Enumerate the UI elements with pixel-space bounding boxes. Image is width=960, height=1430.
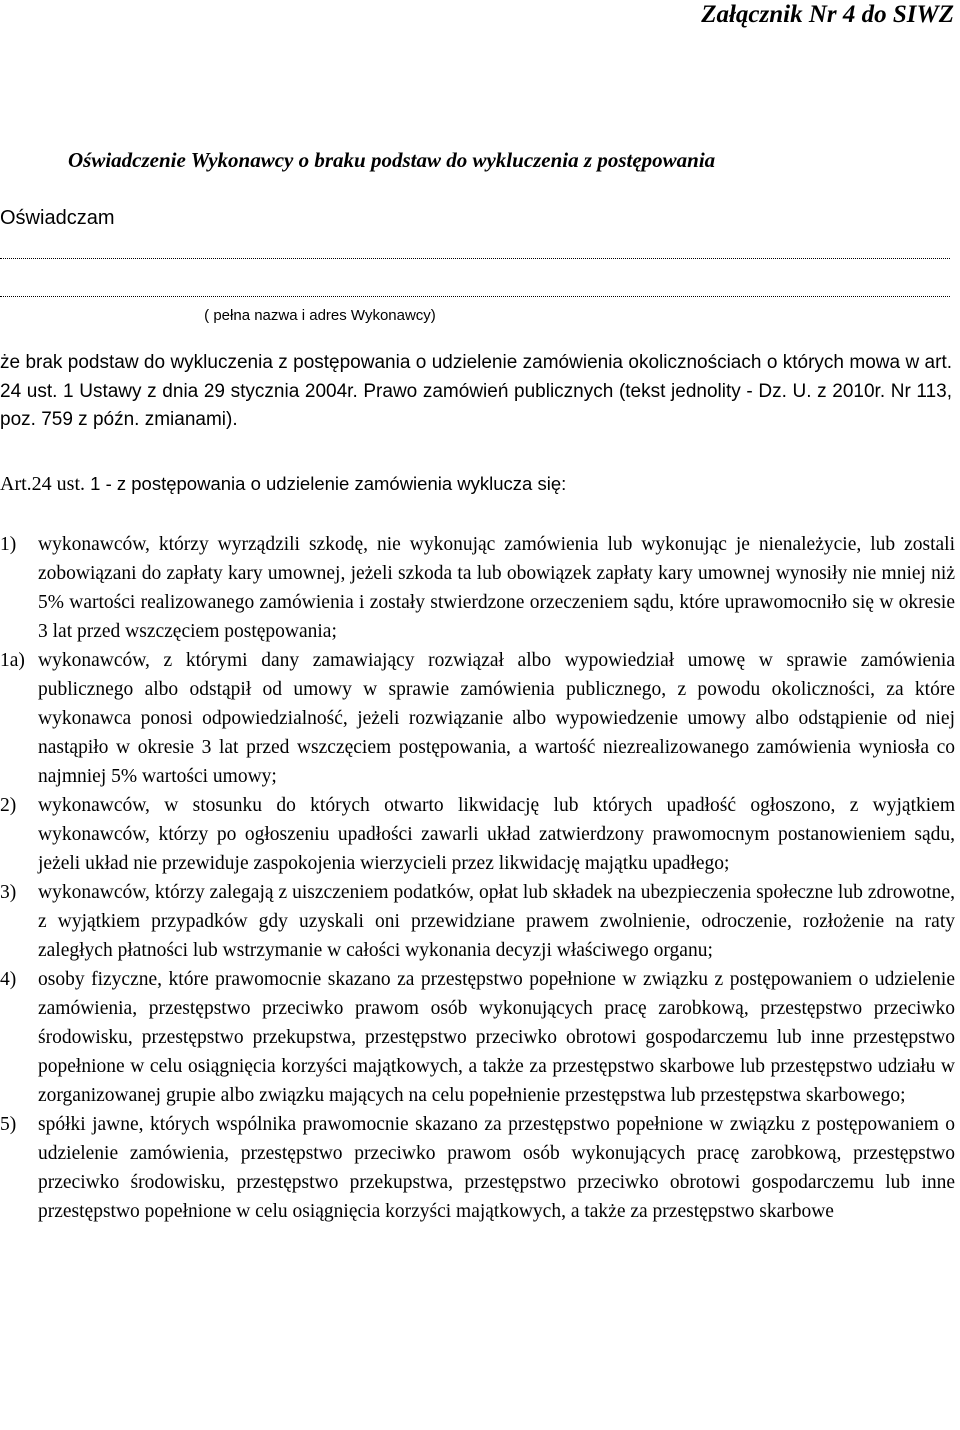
article-lead: 1 - z postępowania o udzielenie zamówienia wyklucza się: — [85, 473, 567, 494]
contractor-caption: ( pełna nazwa i adres Wykonawcy) — [204, 307, 436, 324]
item-text: wykonawców, którzy zalegają z uiszczeniem podatków, opłat lub składek na ubezpieczenia społeczne lub zdrowotne, z wyjątkiem przypadków gdy uzyskali oni przewidziane prawem zwolnienie, odroczenie, rozłożenie na raty zaległych płatności lub wstrzymanie w całości wykonania decyzji właściwego organu; — [38, 882, 955, 961]
item-text: wykonawców, z którymi dany zamawiający rozwiązał albo wypowiedział umowę w sprawie zamówienia publicznego albo odstąpił od umowy w sprawie zamówienia publicznego, z powodu okoliczności, za które wykonawca ponosi odpowiedzialność, jeżeli rozwiązanie albo wypowiedzenie umowy albo odstąpienie od niej nastąpiło w okresie 3 lat przed wszczęciem postępowania, a wartość niezrealizowanego zamówienia wyniosła co najmniej 5% wartości umowy; — [38, 650, 955, 787]
item-text: wykonawców, którzy wyrządzili szkodę, nie wykonując zamówienia lub wykonując je nienależycie, lub zostali zobowiązani do zapłaty kary umownej, jeżeli szkoda ta lub obowiązek zapłaty kary umownej wynosiły nie mniej niż 5% wartości realizowanego zamówienia i zostały stwierdzone orzeczeniem sądu, które uprawomocniło się w okresie 3 lat przed wszczęciem postępowania; — [38, 534, 955, 642]
item-number: 2) — [0, 795, 17, 816]
list-item — [0, 878, 955, 965]
declaration-label: Oświadczam — [0, 207, 115, 229]
item-text: wykonawców, w stosunku do których otwarto likwidację lub których upadłość ogłoszono, z wyjątkiem wykonawców, którzy po ogłoszeniu upadłości zawarli układ zatwierdzony prawomocnym postanowieniem sądu, jeżeli układ nie przewiduje zaspokojenia wierzycieli przez likwidację majątku upadłego; — [38, 795, 955, 874]
item-text: spółki jawne, których wspólnika prawomocnie skazano za przestępstwo popełnione w związku z postępowaniem o udzielenie zamówienia, przestępstwo przeciwko prawom osób wykonujących pracę zarobkową, przestępstwo przeciwko środowisku, przestępstwo przekupstwa, przestępstwo przeciwko obrotowi gospodarczemu lub inne przestępstwo popełnione w celu osiągnięcia korzyści majątkowych, a także za przestępstwo skarbowe — [38, 1114, 955, 1222]
contractor-name-line[interactable] — [0, 254, 950, 259]
item-number: 1) — [0, 534, 17, 555]
item-text: osoby fizyczne, które prawomocnie skazano za przestępstwo popełnione w związku z postępowaniem o udzielenie zamówienia, przestępstwo przeciwko prawom osób wykonujących pracę zarobkową, przestępstwo przeciwko środowisku, przestępstwo przekupstwa, przestępstwo przeciwko obrotowi gospodarczemu lub inne przestępstwo popełnione w celu osiągnięcia korzyści majątkowych, a także za przestępstwo skarbowe lub przestępstwo udziału w zorganizowanej grupie albo związku mających na celu popełnienie przestępstwa lub przestępstwa skarbowego; — [38, 969, 955, 1106]
document-title: Oświadczenie Wykonawcy o braku podstaw do wykluczenia z postępowania — [68, 148, 716, 172]
article-reference — [0, 470, 952, 498]
list-item — [0, 530, 955, 646]
annex-heading: Załącznik Nr 4 do SIWZ — [701, 1, 954, 28]
list-item — [0, 646, 955, 791]
list-item — [0, 1110, 955, 1226]
exclusion-list — [0, 530, 955, 1226]
contractor-address-line[interactable] — [0, 292, 950, 297]
list-item — [0, 965, 955, 1110]
item-number: 3) — [0, 882, 17, 903]
article-ref: Art.24 ust. — [0, 473, 85, 495]
item-number: 4) — [0, 969, 17, 990]
item-number: 1a) — [0, 650, 25, 671]
item-number: 5) — [0, 1114, 17, 1135]
declaration-intro: że brak podstaw do wykluczenia z postępowania o udzielenie zamówienia okolicznościach o których mowa w art. 24 ust. 1 Ustawy z dnia 29 stycznia 2004r. Prawo zamówień publicznych (tekst jednolity - Dz. U. z 2010r. Nr 113, poz. 759 z późn. zmianami). — [0, 352, 952, 430]
list-item — [0, 791, 955, 878]
